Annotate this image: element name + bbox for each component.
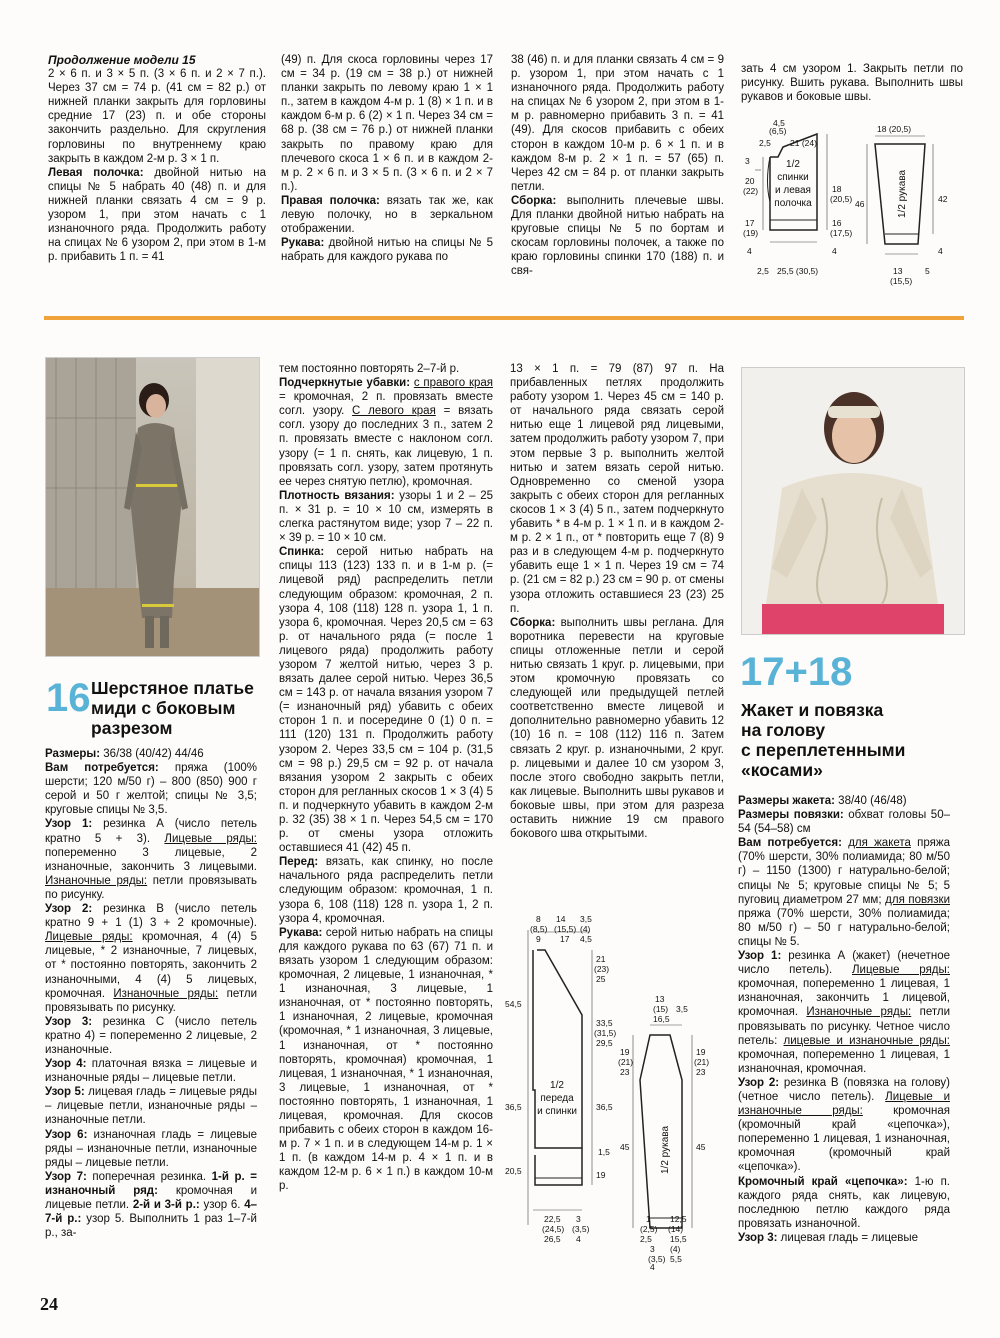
dim-label: (19) (743, 228, 759, 238)
piece-label: и спинки (537, 1106, 577, 1117)
dim-label: 1,5 (598, 1147, 610, 1157)
paragraph: Узор 7: поперечная резинка. 1-й р. = изнаночный ряд: кромочная и лицевые петли. 2-й и 3-й р.: узор 6. 4–7-й р.: узор 5. Выполнить 1 раз 1–7-й р., за- (45, 1170, 257, 1240)
dim-label: 2,5 (640, 1234, 652, 1244)
dim-label: 45 (696, 1142, 706, 1152)
dim-label: 12,5 (670, 1214, 687, 1224)
dim-label: 26,5 (544, 1234, 561, 1244)
dim-label: (14) (668, 1224, 684, 1234)
paragraph: Подчеркнутые убавки: с правого края = кромочная, 2 п. провязать вместе согл. узору. С левого края = вязать согл. узору до последних 3 п., затем 2 п. провязать вместе с наклоном согл. узору (= 1 п. снять, как лицевую, 1 п. провязать согл. узору, затем протянуть ее через снятую петлю), кромочная. (279, 377, 493, 488)
dim-label: 23 (696, 1067, 706, 1077)
dim-label: 3 (745, 156, 750, 166)
paragraph: Правая полочка: вязать так же, как левую полочку, но в зеркальном отображении. (281, 194, 493, 236)
paragraph: Сборка: выполнить швы реглана. Для воротника перевести на круговые спицы отложенные петли и серой нитью связать 1 круг. р. лицевыми, при этом кромочную провязать со следующей или предыдущей петлей соответственно вместе лицевой и дополнительно равномерно убавить 12 (10) 16 п. = 108 (112) 116 п. Затем связать 2 круг. р. изнаночными, 2 круг. р. лицевыми и далее 10 см узором 3, после этого свободно закрыть петли, как лицевые. Выполнить швы рукавов и боковые швы, при этом для разреза оставить нижние 19 см правого бокового шва открытыми. (510, 616, 724, 841)
dim-label: 18 (832, 184, 842, 194)
dim-label: 17 (560, 934, 570, 944)
piece-label: 1/2 рукава (660, 1125, 671, 1175)
dim-label: 20,5 (505, 1166, 522, 1176)
dim-label: 4 (832, 246, 837, 256)
paragraph: (49) п. Для скоса горловины через 17 см = 34 р. (19 см = 38 р.) от нижней планки закрыть по левому краю 1 × 1 п., затем в каждом 4-м р. 1 (8) × 1 п. и в каждом 6-м р. 6 (2) × 1 п. Через 34 см = 68 р. (38 см = 76 р.) от нижней планки закрыть по правому краю для плечевого скоса 1 × 6 п. и в каждом 2-м р. 2 × 6 п. и 3 × 5 п. (3 × 6 п. и 2 × 7 п.). (281, 54, 493, 193)
model-17-18-title: Жакет и повязка на голову с переплетенными «косами» (741, 700, 906, 780)
model-16-col-3 (510, 362, 724, 892)
dim-label: (3,5) (572, 1224, 590, 1234)
paragraph: Узор 2: резинка В (повязка на голову) (четное число петель). Лицевые и изнаночные ряды: кромочная (кромочный край «цепочка»), попеременно 1 лицевая, 1 изнаночная, кромочная (кромочный край «цепочка»). (738, 1076, 950, 1174)
dim-label: 3 (650, 1244, 655, 1254)
dim-label: 33,5 (596, 1018, 613, 1028)
dim-label: 46 (855, 199, 865, 209)
paragraph: тем постоянно повторять 2–7-й р. (279, 363, 460, 375)
dim-label: (4) (670, 1244, 681, 1254)
paragraph: Перед: вязать, как спинку, но после начального ряда распределить петли следующим образом: кромочная, 1 п. узора 6, 108 (118) 128 п. узора 1, 2 п. узора 4, кромочная. (279, 856, 493, 925)
diagram-model-16 (500, 910, 725, 1270)
paragraph: Сборка: выполнить плечевые швы. Для планки двойной нитью набрать на круговые спицы № 5 по бортам и скосам горловины полочек, а также по краю горловины спинки 170 (188) п. и свя- (511, 194, 724, 278)
dim-label: (24,5) (542, 1224, 565, 1234)
piece-label: 1/2 (550, 1080, 564, 1091)
dim-label: (20,5) (830, 194, 853, 204)
dim-label: (2,5) (640, 1224, 658, 1234)
dim-label: 36,5 (505, 1102, 522, 1112)
piece-label: полочка (774, 198, 812, 209)
paragraph: Плотность вязания: узоры 1 и 2 – 25 п. × 31 р. = 10 × 10 см, измерять в слегка растянутом виде; узор 7 – 22 п. × 39 р. = 10 × 10 см. (279, 489, 493, 545)
piece-label: и левая (775, 185, 811, 196)
dim-label: 2,5 (757, 266, 769, 276)
dim-label: 29,5 (596, 1038, 613, 1048)
dim-label: 23 (620, 1067, 630, 1077)
dim-label: 14 (556, 914, 566, 924)
paragraph: Вам потребуется: пряжа (100% шерсти; 120 м/50 г) – 800 (850) 900 г серой и 50 г желтой; спицы № 3,5; круговые спицы № 3,5. (45, 762, 257, 817)
dim-label: 13 (893, 266, 903, 276)
dim-label: 25 (596, 974, 606, 984)
paragraph: Узор 6: изнаночная гладь = лицевые ряды – изнаночные петли, изнаночные ряды – лицевые петли. (45, 1128, 257, 1169)
model-17-18-col (738, 794, 950, 1294)
dim-label: 21 (596, 954, 606, 964)
dim-label: 3,5 (580, 914, 592, 924)
dim-label: 25,5 (30,5) (777, 266, 819, 276)
dim-label: (4) (580, 924, 591, 934)
dim-label: 19 (696, 1047, 706, 1057)
model-16-col-1 (45, 747, 257, 1292)
dim-label: 5,5 (670, 1254, 682, 1264)
dim-label: (17,5) (830, 228, 853, 238)
dim-label: (21) (694, 1057, 710, 1067)
dim-label: (3,5) (648, 1254, 666, 1264)
dim-label: 2,5 (759, 138, 771, 148)
paragraph: Спинка: серой нитью набрать на спицы 113 (123) 133 п. и в 1-м р. (= лицевой ряд) распределить петли следующим образом: кромочная, 2 п. узора 4, 108 (118) 128 п. узора 1, 1 п. узора 6, кромочная. Через 20,5 см = 63 р. от начального ряда (= после 1 лицевого ряда) продолжить работу узором 7 желтой нитью, через 3 р. вязать далее серой нитью. Через 36,5 см = 143 р. от начала вязания узором 7 (= изнаночный ряд) убавить с обеих сторон 1 п. и посередине 0 (1) 0 п. = 111 (120) 131 п. Продолжить работу узором 2. Через 33,5 см = 104 р. (31,5 см = 98 р.) 29,5 см = 92 р. от начала вязания узором 2 закрыть с обеих сторон для регланных скосов 1 × 3 (4) 5 п. и подчеркнуто убавить в каждом 2-м р. 32 (35) 38 × 1 п. Через 54,5 см = 170 р. от смены узора отложить оставшиеся 41 (42) 45 п. (279, 546, 493, 855)
dim-label: 36,5 (596, 1102, 613, 1112)
top-col-3 (511, 53, 724, 285)
paragraph: Узор 2: резинка В (число петель кратно 9 + 1 (1) 3 + 2 кромочные). Лицевые ряды: кромочная, 4 (4) 5 лицевые, * 2 изнаночные, 7 лицевых, от * постоянно повторять, закончить 2 изнаночными, 4 (4) 5 лицевых, кромочная. Изнаночные ряды: петли провязывать по рисунку. (45, 903, 257, 1014)
dim-label: 17 (745, 218, 755, 228)
paragraph: Кромочный край «цепочка»: 1-ю п. каждого ряда снять, как лицевую, последнюю петлю каждого ряда провязать изнаночной. (738, 1175, 950, 1230)
photo-model-17-18 (741, 367, 965, 635)
paragraph: Узор 3: лицевая гладь = лицевые (738, 1231, 919, 1244)
diagram-model-15 (735, 112, 965, 297)
dim-label: 4,5 (580, 934, 592, 944)
model-16-col-2 (279, 362, 493, 1292)
piece-label: 1/2 (786, 159, 800, 170)
dim-label: 3,5 (676, 1004, 688, 1014)
dim-label: 4 (576, 1234, 581, 1244)
section-divider (44, 316, 964, 320)
paragraph: зать 4 см узором 1. Закрыть петли по рисунку. Вшить рукава. Выполнить швы рукавов и боковые швы. (741, 63, 963, 104)
model-17-18-number: 17+18 (740, 650, 853, 694)
paragraph: Узор 1: резинка А (жакет) (нечетное число петель). Лицевые ряды: кромочная, попеременно 1 лицевая, 1 изнаночная, закончить 1 лицевой, кромочная. Изнаночные ряды: петли провязывать по рисунку. Четное число петель: лицевые и изнаночные ряды: кромочная, попеременно 1 лицевая, 1 изнаночная, кромочная. (738, 950, 950, 1075)
dim-label: 9 (536, 934, 541, 944)
top-col-1 (48, 53, 266, 285)
dim-label: 22,5 (544, 1214, 561, 1224)
dim-label: 1 (646, 1214, 651, 1224)
dim-label: 54,5 (505, 999, 522, 1009)
top-col-4 (741, 62, 963, 110)
dim-label: 4 (938, 246, 943, 256)
dim-label: 19 (596, 1170, 606, 1180)
paragraph: 2 × 6 п. и 3 × 5 п. (3 × 6 п. и 2 × 7 п.). Через 37 см = 74 р. (41 см = 82 р.) от нижней планки закрыть для горловины средние 17 (23) п. и обе стороны закончить раздельно. Для скругления горловины по внутреннему краю закрыть в каждом 2-м р. 3 × 1 п. (48, 68, 266, 165)
piece-label: переда (540, 1093, 574, 1104)
dim-label: 4,5 (773, 118, 785, 128)
dim-label: 16 (832, 218, 842, 228)
paragraph: Рукава: двойной нитью на спицы № 5 набрать для каждого рукава по (281, 237, 493, 264)
dim-label: 19 (620, 1047, 630, 1057)
dim-label: 5 (925, 266, 930, 276)
dim-label: 42 (938, 194, 948, 204)
dim-label: 4 (747, 246, 752, 256)
paragraph: Размеры: 36/38 (40/42) 44/46 (45, 748, 204, 760)
paragraph: Размеры повязки: обхват головы 50–54 (54–58) см (738, 809, 950, 836)
dim-label: 45 (620, 1142, 630, 1152)
dim-label: 3 (576, 1214, 581, 1224)
piece-label: спинки (777, 172, 809, 183)
paragraph: Узор 1: резинка А (число петель кратно 5 + 3). Лицевые ряды: попеременно 3 лицевые, 2 изнаночные, закончить 3 лицевыми. Изнаночные ряды: петли провязывать по рисунку. (45, 818, 257, 901)
photo-model-16 (45, 357, 260, 657)
paragraph: Узор 4: платочная вязка = лицевые и изнаночные ряды – лицевые петли. (45, 1058, 257, 1085)
paragraph: Узор 3: резинка С (число петель кратно 4) = попеременно 2 лицевые, 2 изнаночные. (45, 1015, 257, 1056)
piece-label: 1/2 рукава (897, 169, 908, 219)
dim-label: (8,5) (530, 924, 548, 934)
paragraph: Левая полочка: двойной нитью на спицы № 5 набрать 40 (48) п. и для нижней планки связать 4 см = 9 р. узором 1, при этом начать с 1 изнаночного ряда. Продолжить работу на спицах № 6 узором 2, при этом в 1-м р. прибавить 1 п. = 41 (48, 166, 266, 264)
paragraph: Размеры жакета: 38/40 (46/48) (738, 795, 907, 807)
section-heading: Продолжение модели 15 (48, 53, 196, 67)
dim-label: (22) (743, 186, 759, 196)
dim-label: (15,5) (554, 924, 577, 934)
paragraph: 13 × 1 п. = 79 (87) 97 п. На прибавленных петлях продолжить работу узором 1. Через 45 см = 140 р. от начального ряда связать серой нитью еще 1 лицевой ряд лицевыми, затем продолжить работу узором 7, при этом первые 3 р. выполнить желтой нитью и затем вязать серой нитью. Одновременно со сменой узора закрыть с обеих сторон для регланных скосов 1 × 3 (4) 5 п., затем подчеркнуто убавить * в 4-м р. 1 × 1 п. и в каждом 2-м р. 2 × 1 п., от * повторить еще 7 (8) 9 раз и в следующем 4-м р. подчеркнуто убавить еще 1 × 1 п. Через 19 см = 74 р. (21 см = 82 р.) 23 см = 90 р. от смены узора отложить оставшиеся 23 (23) 25 п. (510, 363, 724, 615)
paragraph: Вам потребуется: для жакета пряжа (70% шерсти, 30% полиамида; 80 м/50 г) – 1150 (1300) г натурально-белой; спицы № 5; круговые спицы № 5; 5 пуговиц диаметром 27 мм; для повязки пряжа (70% шерсти, 30% полиамида; 80 м/50 г) – 50 г натурально-белой; спицы № 5. (738, 837, 950, 948)
dim-label: 21 (24) (790, 138, 817, 148)
dim-label: 8 (536, 914, 541, 924)
dim-label: (21) (618, 1057, 634, 1067)
model-16-title: Шерстяное платье миди с боковым разрезом (91, 678, 254, 738)
paragraph: 38 (46) п. и для планки связать 4 см = 9 р. узором 1, при этом начать с 1 изнаночного ряда. Продолжить работу на спицах № 6 узором 2, при этом в 1-м р. равномерно прибавить 3 п. = 41 (49). Для скосов прибавить с обеих сторон в каждом 10-м р. 6 × 1 п. и в каждом 8-м р. 2 × 1 п. = 57 (65) п. Через 42 см = 84 р. от планки закрыть петли. (511, 54, 724, 193)
dim-label: 16,5 (653, 1014, 670, 1024)
dim-label: 18 (20,5) (877, 124, 912, 134)
dim-label: (23) (594, 964, 610, 974)
page-number: 24 (40, 1294, 58, 1314)
dim-label: (6,5) (769, 126, 787, 136)
dim-label: 4 (650, 1262, 655, 1270)
dim-label: 20 (745, 176, 755, 186)
dim-label: 15,5 (670, 1234, 687, 1244)
top-col-2 (281, 53, 493, 285)
paragraph: Рукава: серой нитью набрать на спицы для каждого рукава по 63 (67) 71 п. и вязать узором 1 следующим образом: кромочная, 2 лицевые, 1 изнаночная, * 1 изнаночная, 3 лицевые, 1 изнаночная, от * постоянно повторять, 1 изнаночная, 2 лицевые, кромочная (кромочная, * 1 изнаночная, 3 лицевые, 1 изнаночная, от * постоянно повторять, кромочная) кромочная, 1 лицевая, 1 изнаночная, * 1 изнаночная, 3 лицевые, 1 изнаночная, от * постоянно повторять, 1 изнаночная, 1 лицевая, кромочная. Для скосов прибавить с обеих сторон в каждом 16-м р. 7 × 1 п. и в следующем 14-м р. 1 × 1 п. (в каждом 14-м р. 4 × 1 п. и в каждом 12-м р. 6 × 1 п.) в каждом 10-м р. (279, 926, 493, 1193)
model-16-number: 16 (46, 676, 91, 720)
dim-label: 13 (655, 994, 665, 1004)
dim-label: (15,5) (890, 276, 913, 286)
paragraph: Узор 5: лицевая гладь = лицевые ряды – лицевые петли, изнаночные ряды – изнаночные петли. (45, 1086, 257, 1127)
dim-label: (15) (653, 1004, 669, 1014)
dim-label: (31,5) (594, 1028, 617, 1038)
